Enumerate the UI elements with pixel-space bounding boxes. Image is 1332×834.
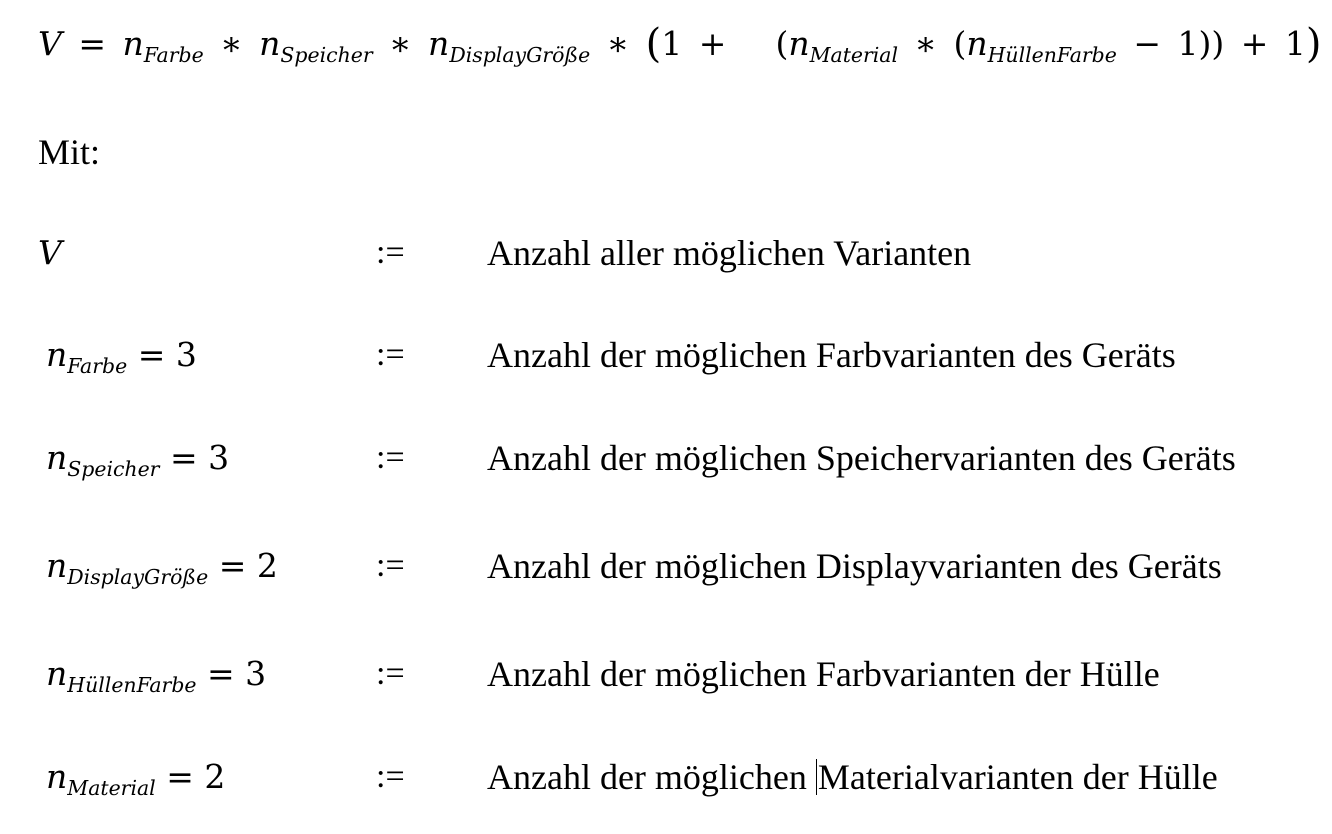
definition-row [0, 649, 1332, 699]
definition-description: Anzahl der möglichen Farbvarianten des Geräts [487, 335, 1176, 375]
definition-operator: := [376, 655, 405, 692]
definition-description: Anzahl der möglichen Speichervarianten des Geräts [487, 438, 1236, 478]
definition-symbol-n-material: $n_{Material} = 2$ [46, 757, 226, 801]
formula-times: ∗ [914, 24, 937, 63]
formula-close-paren: ) [1305, 21, 1322, 67]
formula-minus: − [1133, 24, 1162, 63]
formula-one: 1 [1284, 24, 1306, 63]
definition-symbol-v: V [38, 233, 62, 272]
definition-description[interactable]: Anzahl der möglichen Materialvarianten der Hülle [487, 757, 1218, 797]
formula-v: V [38, 24, 62, 63]
formula-plus: + [1240, 24, 1269, 63]
formula-equals: = [78, 24, 106, 63]
definition-row [0, 228, 1332, 278]
formula-times: ∗ [606, 24, 630, 63]
definition-operator: := [376, 336, 405, 373]
formula-one: 1 [661, 24, 683, 63]
formula-open-paren: ( [645, 21, 662, 67]
definition-symbol-n-speicher: $n_{Speicher} = 3$ [46, 438, 230, 482]
definition-operator: := [376, 547, 405, 584]
formula-close-parens: )) [1198, 24, 1225, 63]
definition-operator: := [376, 234, 405, 271]
variant-formula [38, 20, 1322, 68]
formula-n-material: $n_{Material}$ [788, 24, 899, 68]
formula-n-display: $n_{DisplayGröße}$ [428, 24, 591, 68]
definition-row [0, 330, 1332, 380]
definition-row [0, 752, 1332, 802]
text-cursor [816, 759, 817, 795]
mit-label: Mit: [38, 132, 101, 172]
formula-open-paren: ( [775, 24, 789, 63]
formula-n-farbe: $n_{Farbe}$ [122, 24, 204, 68]
definition-description: Anzahl der möglichen Displayvarianten des Geräts [487, 546, 1222, 586]
definition-symbol-n-display: $n_{DisplayGröße} = 2$ [46, 546, 278, 590]
formula-n-speicher: $n_{Speicher}$ [259, 24, 373, 68]
formula-times: ∗ [220, 24, 243, 63]
formula-times: ∗ [389, 24, 412, 63]
formula-n-huelle: $n_{HüllenFarbe}$ [966, 24, 1117, 68]
formula-one: 1 [1177, 24, 1199, 63]
definition-row [0, 433, 1332, 483]
definition-description: Anzahl aller möglichen Varianten [487, 233, 972, 273]
definition-row [0, 541, 1332, 591]
formula-plus: + [698, 24, 727, 63]
formula-open-paren: ( [953, 24, 967, 63]
definition-symbol-n-huelle: $n_{HüllenFarbe} = 3$ [46, 654, 267, 698]
definition-operator: := [376, 439, 405, 476]
definition-symbol-n-farbe: $n_{Farbe} = 3$ [46, 335, 197, 379]
definition-operator: := [376, 758, 405, 795]
definition-description: Anzahl der möglichen Farbvarianten der Hülle [487, 654, 1160, 694]
